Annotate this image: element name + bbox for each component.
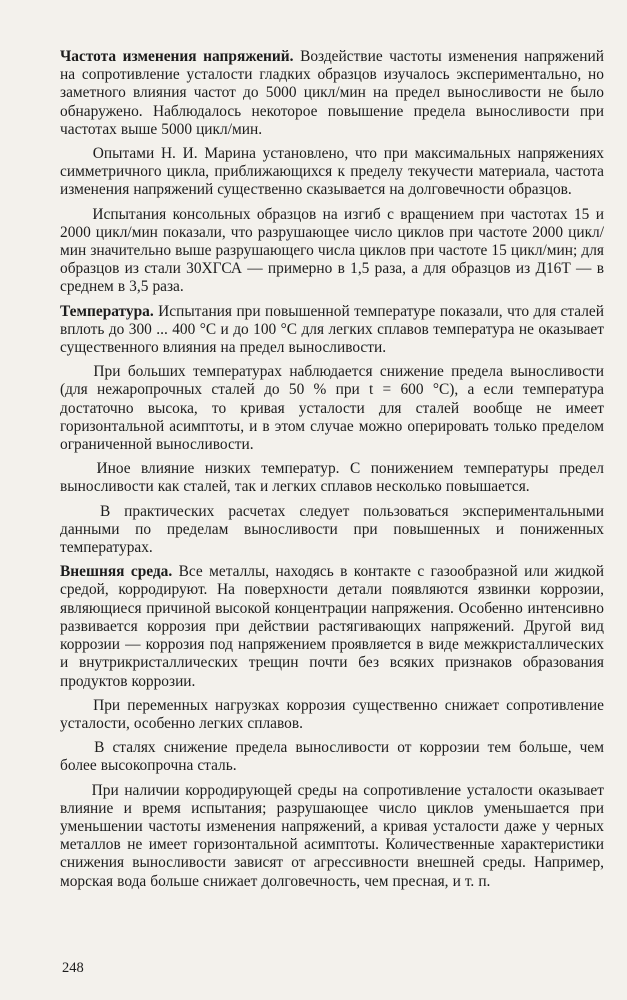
section-heading: Внешняя среда. <box>60 563 173 581</box>
paragraph-text: При больших температурах наблюдается снижение предела выносливости (для нежаропрочных сталей до 50 % при t = 600 °С), а если температура достаточно высока, то кривая усталости для сталей вообще не имеет горизонтальной асимптоты, и в этом случае можно оперировать только пределом ограниченной выносливости. <box>60 363 604 454</box>
paragraph <box>60 363 604 454</box>
section-heading: Частота изменения напряжений. <box>60 48 294 65</box>
paragraph <box>60 145 604 200</box>
paragraph-text: Иное влияние низких температур. С понижением температуры предел выносливости как сталей, так и легких сплавов несколько повышается. <box>60 460 604 496</box>
paragraph-text: При переменных нагрузках коррозия существенно снижает сопротивление усталости, особенно легких сплавов. <box>60 696 604 732</box>
paragraph <box>60 460 604 496</box>
body-text <box>60 48 604 891</box>
paragraph <box>60 503 604 558</box>
paragraph-text: Все металлы, находясь в контакте с газообразной или жидкой средой, корродируют. На поверхности детали появляются язвинки коррозии, являющиеся причиной высокой концентрации напряжения. Особенно интенсивно развивается коррозия при действии растягивающих напряжений. Другой вид коррозии — коррозия под напряжением проявляется в виде межкристаллических и внутрикристаллических трещин почти без всяких признаков образования продуктов коррозии. <box>60 563 604 690</box>
paragraph <box>60 697 604 733</box>
paragraph-text: Испытания консольных образцов на изгиб с вращением при частотах 15 и 2000 цикл/мин показали, что разрушающее число циклов при частоте 2000 цикл/мин значительно выше разрушающего числа циклов при частоте 15 цикл/мин; для образцов из стали 30ХГСА — примерно в 1,5 раза, а для образцов из Д16Т — в среднем в 3,5 раза. <box>60 205 604 296</box>
paragraph-text: Воздействие частоты изменения напряжений на сопротивление усталости гладких образцов изучалось экспериментально, но заметного влияния частот до 5000 цикл/мин на предел выносливости не было обнаружено. Наблюдалось некоторое повышение предела выносливости при частотах выше 5000 цикл/мин. <box>60 48 604 138</box>
paragraph <box>60 206 604 297</box>
paragraph-frequency <box>60 48 604 139</box>
paragraph-text: В сталях снижение предела выносливости от коррозии тем больше, чем более высокопрочна сталь. <box>60 739 604 775</box>
paragraph-text: При наличии корродирующей среды на сопротивление усталости оказывает влияние и время испытания; разрушающее число циклов уменьшается при уменьшении частоты изменения напряжений, а кривая усталости даже у черных металлов не имеет горизонтальной асимптоты. Количественные характеристики снижения выносливости зависят от агрессивности внешней среды. Например, морская вода больше снижает долговечность, чем пресная, и т. п. <box>60 781 604 890</box>
paragraph <box>60 739 604 775</box>
paragraph-text: В практических расчетах следует пользоваться экспериментальными данными по пределам выносливости при повышенных и пониженных температурах. <box>60 502 604 557</box>
paragraph-text: Испытания при повышенной температуре показали, что для сталей вплоть до 300 ... 400 °С и до 100 °С для легких сплавов температура не оказывает существенного влияния на предел выносливости. <box>60 302 604 357</box>
section-heading: Температура. <box>60 302 154 320</box>
paragraph-environment <box>60 563 604 690</box>
paragraph <box>60 782 604 891</box>
page-number: 248 <box>62 960 84 976</box>
paragraph-text: Опытами Н. И. Марина установлено, что при максимальных напряжениях симметричного цикла, приближающихся к пределу текучести материала, частота изменения напряжений существенно сказывается на долговечности образцов. <box>60 145 604 199</box>
paragraph-temperature <box>60 303 604 358</box>
